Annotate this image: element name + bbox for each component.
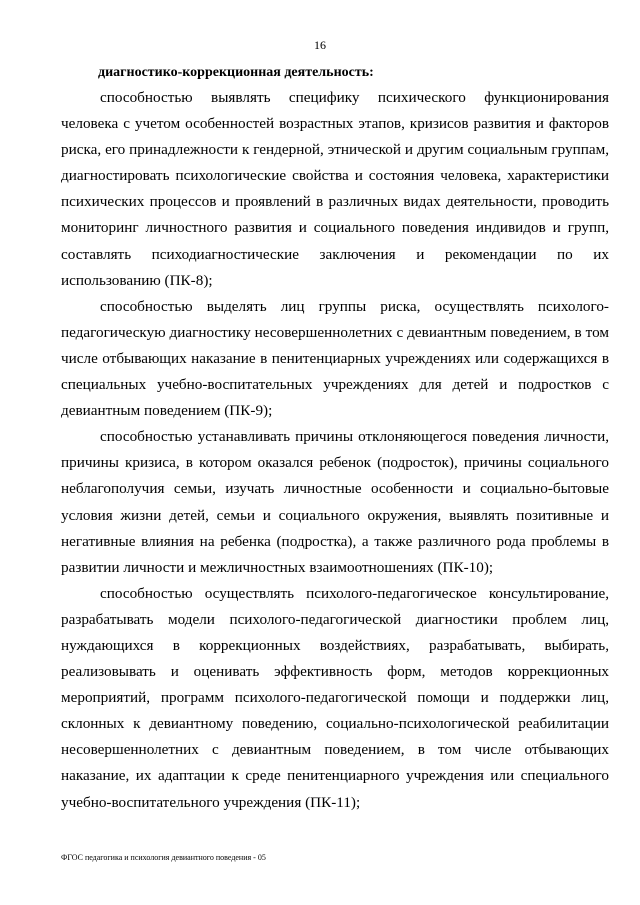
page-footer: ФГОС педагогика и психология девиантного поведения - 05: [61, 853, 266, 862]
section-heading: диагностико-коррекционная деятельность:: [98, 65, 374, 80]
body-text: [61, 85, 609, 816]
paragraph-pk-8: способностью выявлять специфику психического функционирования человека с учетом особенностей возрастных этапов, кризисов развития и факторов риска, его принадлежности к гендерной, этнической и другим социальным группам, диагностировать психологические свойства и состояния человека, характеристики психических процессов и проявлений в различных видах деятельности, проводить мониторинг личностного развития и социального поведения индивидов и групп, составлять психодиагностические заключения и рекомендации по их использованию (ПК-8);: [61, 89, 609, 289]
paragraph-pk-10: способностью устанавливать причины отклоняющегося поведения личности, причины кризиса, в котором оказался ребенок (подросток), причины социального неблагополучия семьи, изучать личностные особенности и социально-бытовые условия жизни детей, семьи и социального окружения, выявлять позитивные и негативные влияния на ребенка (подростка), а также различного рода проблемы в развитии личности и межличностных взаимоотношениях (ПК-10);: [61, 428, 609, 576]
paragraph-pk-11: способностью осуществлять психолого-педагогическое консультирование, разрабатывать модели психолого-педагогической диагностики проблем лиц, нуждающихся в коррекционных воздействиях, разрабатывать, выбирать, реализовывать и оценивать эффективность форм, методов коррекционных мероприятий, программ психолого-педагогической помощи и поддержки лиц, склонных к девиантному поведению, социально-психологической реабилитации несовершеннолетних с девиантным поведением, в том числе отбывающих наказание, их адаптации к среде пенитенциарного учреждения или специального учебно-воспитательного учреждения (ПК-11);: [61, 584, 609, 811]
paragraph-pk-9: способностью выделять лиц группы риска, осуществлять психолого-педагогическую диагностику несовершеннолетних с девиантным поведением, в том числе отбывающих наказание в пенитенциарных учреждениях или содержащихся в специальных учебно-воспитательных учреждениях для детей и подростков с девиантным поведением (ПК-9);: [61, 297, 609, 420]
page-number: 16: [314, 38, 326, 52]
